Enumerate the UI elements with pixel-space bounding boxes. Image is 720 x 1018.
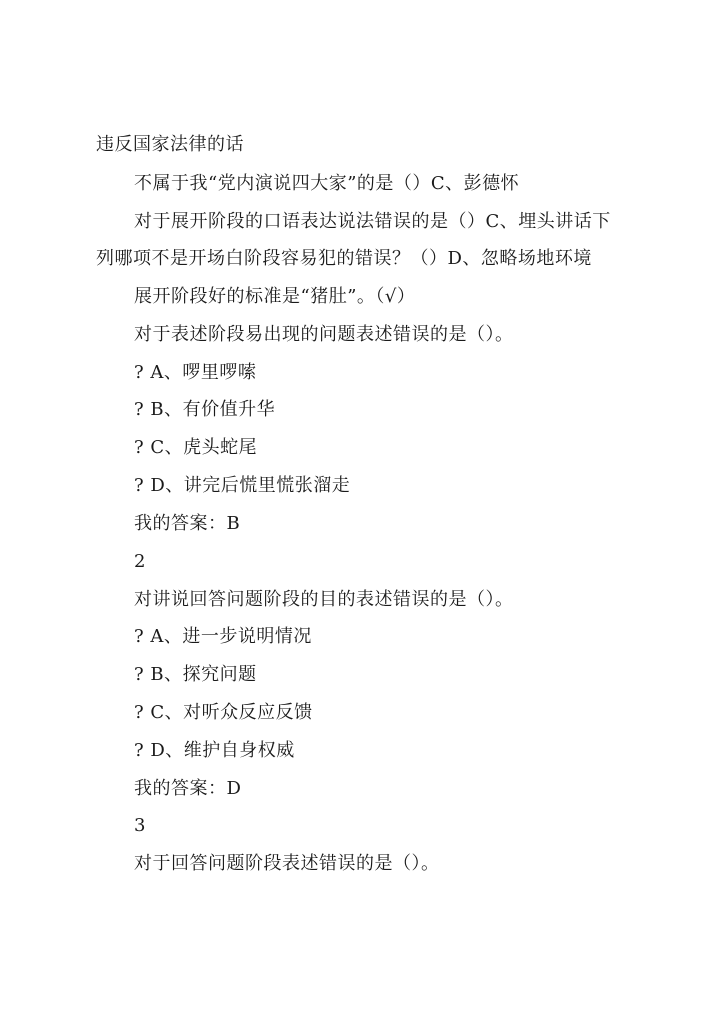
text-line: 展开阶段好的标准是“猪肚”。（√） <box>134 286 416 307</box>
question-text: 对于回答问题阶段表述错误的是（）。 <box>134 853 440 874</box>
option-b: ? B、探究问题 <box>134 664 257 685</box>
option-b: ? B、有价值升华 <box>134 399 276 420</box>
question-text: 对讲说回答问题阶段的目的表述错误的是（）。 <box>134 589 514 610</box>
question-number: 2 <box>134 551 146 572</box>
text-line: 违反国家法律的话 <box>96 134 244 155</box>
option-c: ? C、虎头蛇尾 <box>134 437 258 458</box>
text-line: 列哪项不是开场白阶段容易犯的错误？（）D、忽略场地环境 <box>96 248 592 269</box>
option-d: ? D、维护自身权威 <box>134 740 295 761</box>
question-number: 3 <box>134 815 146 836</box>
option-d: ? D、讲完后慌里慌张溜走 <box>134 475 351 496</box>
option-c: ? C、对听众反应反馈 <box>134 702 313 723</box>
my-answer: 我的答案：B <box>134 513 241 534</box>
text-line: 不属于我“党内演说四大家”的是（）C、彭德怀 <box>134 173 520 194</box>
my-answer: 我的答案：D <box>134 778 242 799</box>
text-line: 对于展开阶段的口语表达说法错误的是（）C、埋头讲话下 <box>134 211 611 232</box>
question-text: 对于表述阶段易出现的问题表述错误的是（）。 <box>134 324 514 345</box>
option-a: ? A、啰里啰嗦 <box>134 362 257 383</box>
option-a: ? A、进一步说明情况 <box>134 626 312 647</box>
